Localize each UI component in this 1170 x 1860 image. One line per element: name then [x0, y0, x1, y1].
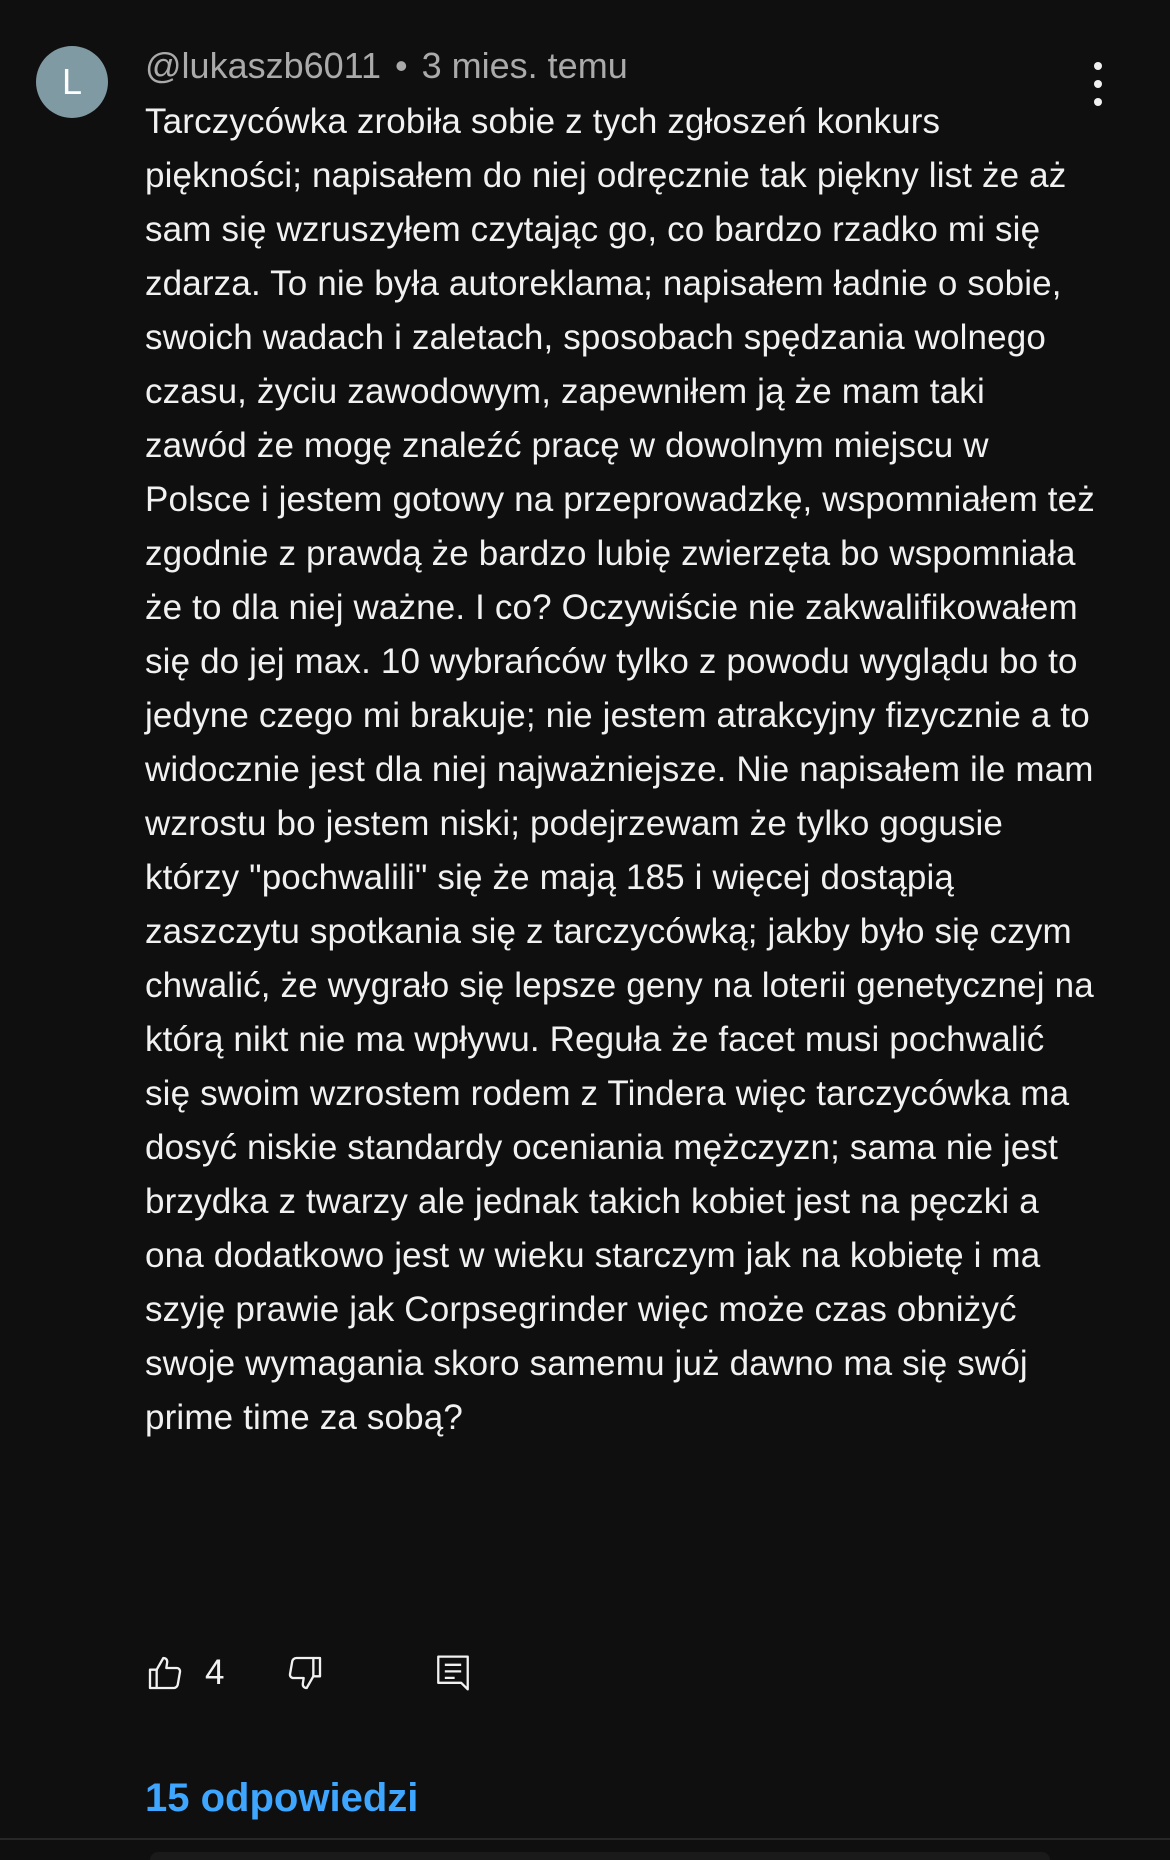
divider [0, 1838, 1170, 1840]
comment-actions [145, 1645, 745, 1701]
more-dot [1094, 98, 1102, 106]
reply-comment-icon [435, 1653, 471, 1693]
dislike-button[interactable] [285, 1645, 325, 1701]
replies-link[interactable]: 15 odpowiedzi [145, 1776, 419, 1820]
reply-button[interactable] [435, 1645, 471, 1701]
avatar[interactable]: L [36, 46, 108, 118]
comment-text: Tarczycówka zrobiła sobie z tych zgłoszeń konkurs piękności; napisałem do niej odręcznie tak piękny list że aż sam się wzruszyłem czytając go, co bardzo rzadko mi się zdarza. To nie była autoreklama; napisałem ładnie o sobie, swoich wadach i zaletach, sposobach spędzania wolnego czasu, życiu zawodowym, zapewniłem ją że mam taki zawód że mogę znaleźć pracę w dowolnym miejscu w Polsce i jestem gotowy na przeprowadzkę, wspomniałem też zgodnie z prawdą że bardzo lubię zwierzęta bo wspomniała że to dla niej ważne. I co? Oczywiście nie zakwalifikowałem się do jej max. 10 wybrańców tylko z powodu wyglądu bo to jedyne czego mi brakuje; nie jestem atrakcyjny fizycznie a to widocznie jest dla niej najważniejsze. Nie napisałem ile mam wzrostu bo jestem niski; podejrzewam że tylko gogusie którzy "pochwalili" się że mają 185 i więcej dostąpią zaszczytu spotkania się z tarczycówką; jakby było się czym chwalić, że wygrało się lepsze geny na loterii genetycznej na którą nikt nie ma wpływu. Reguła że facet musi pochwalić się swoim wzrostem rodem z Tindera więc tarczycówka ma dosyć niskie standardy oceniania mężczyzn; sama nie jest brzydka z twarzy ale jednak takich kobiet jest na pęczki a ona dodatkowo jest w wieku starczym jak na kobietę i ma szyję prawie jak Corpsegrinder więc może czas obniżyć swoje wymagania skoro samemu już dawno ma się swój prime time za sobą? [145, 102, 1095, 1437]
next-comment-edge [150, 1852, 1050, 1860]
like-count: 4 [205, 1653, 225, 1692]
comment-header [145, 44, 628, 88]
like-button[interactable] [145, 1645, 224, 1701]
thumb-down-icon [285, 1653, 325, 1693]
more-dot [1094, 62, 1102, 70]
more-dot [1094, 80, 1102, 88]
author-name[interactable]: @lukaszb6011 [145, 45, 382, 86]
thumb-up-icon [145, 1653, 185, 1693]
meta-separator: • [395, 45, 408, 86]
comment-time: 3 mies. temu [421, 45, 628, 86]
